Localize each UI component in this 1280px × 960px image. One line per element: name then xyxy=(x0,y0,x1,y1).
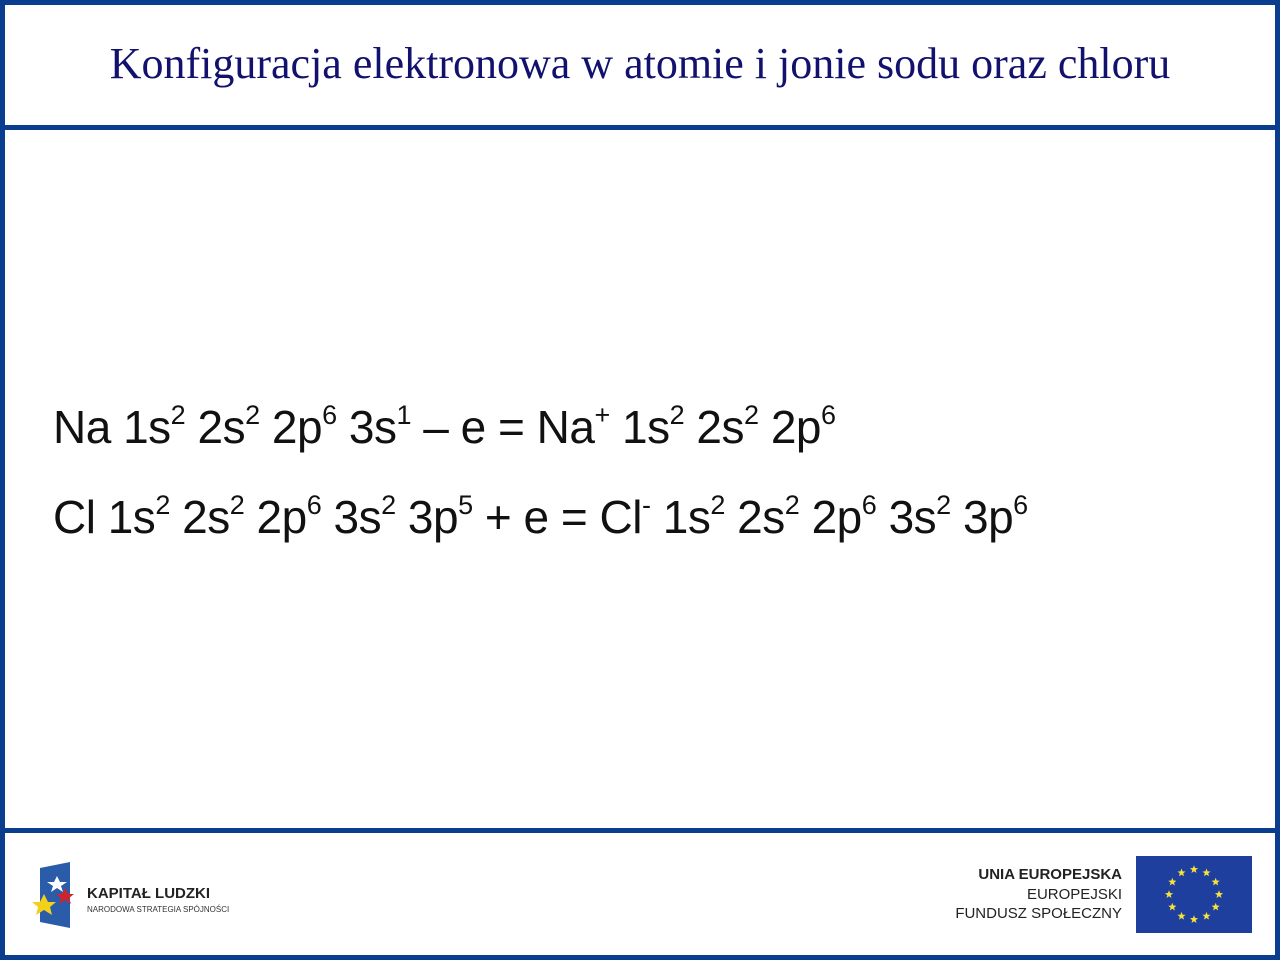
eu-flag-icon xyxy=(1136,856,1252,933)
formula-superscript: 6 xyxy=(861,490,877,520)
formula-superscript: 6 xyxy=(821,400,836,430)
eu-star-icon xyxy=(1202,869,1210,877)
formula-term: 2s xyxy=(724,491,785,543)
kapital-ludzki-title: KAPITAŁ LUDZKI xyxy=(87,885,211,902)
slide-title: Konfiguracja elektronowa w atomie i jonie sodu oraz chloru xyxy=(109,39,1171,88)
formula-superscript: 2 xyxy=(381,490,396,520)
eu-fund-line2: FUNDUSZ SPOŁECZNY xyxy=(955,905,1122,922)
formula-superscript: - xyxy=(642,490,651,520)
formula-term: 1s xyxy=(650,491,711,543)
eu-star-icon xyxy=(1168,903,1176,911)
chlorine-configuration xyxy=(53,490,1028,544)
formula-term: + e = Cl xyxy=(472,491,642,543)
formula-term: 1s xyxy=(609,401,670,453)
formula-superscript: 2 xyxy=(744,400,759,430)
eu-star-icon xyxy=(1177,869,1185,877)
formula-superscript: 2 xyxy=(229,490,245,520)
formula-term: 3s xyxy=(321,491,382,543)
formula-superscript: 1 xyxy=(396,400,411,430)
formula-term: 2s xyxy=(169,491,230,543)
formula-term: 2p xyxy=(244,491,307,543)
eu-title: UNIA EUROPEJSKA xyxy=(978,866,1122,883)
formula-term: Na 1s xyxy=(53,401,171,453)
footer-divider xyxy=(0,828,1280,833)
formula-superscript: 2 xyxy=(245,400,260,430)
formula-term: 2p xyxy=(758,401,821,453)
formula-superscript: + xyxy=(594,400,610,430)
eu-star-icon xyxy=(1177,912,1185,920)
sodium-configuration xyxy=(53,400,836,454)
eu-star-icon xyxy=(1165,890,1173,898)
formula-superscript: 6 xyxy=(322,400,337,430)
formula-term: Cl 1s xyxy=(53,491,156,543)
eu-star-icon xyxy=(1190,865,1198,873)
formula-superscript: 2 xyxy=(784,490,800,520)
eu-fund-line1: EUROPEJSKI xyxy=(1026,886,1122,903)
formula-term: 3p xyxy=(395,491,459,543)
formula-superscript: 2 xyxy=(710,490,725,520)
formula-superscript: 2 xyxy=(936,490,951,520)
formula-superscript: 2 xyxy=(669,400,685,430)
formula-term: 3s xyxy=(876,491,937,543)
kapital-ludzki-subtitle: NARODOWA STRATEGIA SPÓJNOŚCI xyxy=(87,905,230,914)
formula-superscript: 2 xyxy=(170,400,186,430)
formula-term: 2s xyxy=(185,401,246,453)
formula-term: 2s xyxy=(684,401,745,453)
eu-star-icon xyxy=(1212,903,1220,911)
eu-star-icon xyxy=(1202,912,1210,920)
formula-term: 2p xyxy=(259,401,323,453)
formula-term: – e = Na xyxy=(411,401,595,453)
title-divider xyxy=(0,125,1280,130)
eu-star-icon xyxy=(1168,878,1176,886)
kapital-ludzki-logo-icon xyxy=(30,862,80,928)
eu-star-icon xyxy=(1212,878,1220,886)
eu-star-icon xyxy=(1190,915,1198,923)
formula-term: 3s xyxy=(336,401,397,453)
eu-star-icon xyxy=(1215,890,1223,898)
formula-superscript: 6 xyxy=(306,490,322,520)
formula-superscript: 5 xyxy=(458,490,473,520)
formula-term: 2p xyxy=(799,491,862,543)
formula-superscript: 2 xyxy=(155,490,170,520)
formula-term: 3p xyxy=(950,491,1014,543)
formula-superscript: 6 xyxy=(1013,490,1028,520)
